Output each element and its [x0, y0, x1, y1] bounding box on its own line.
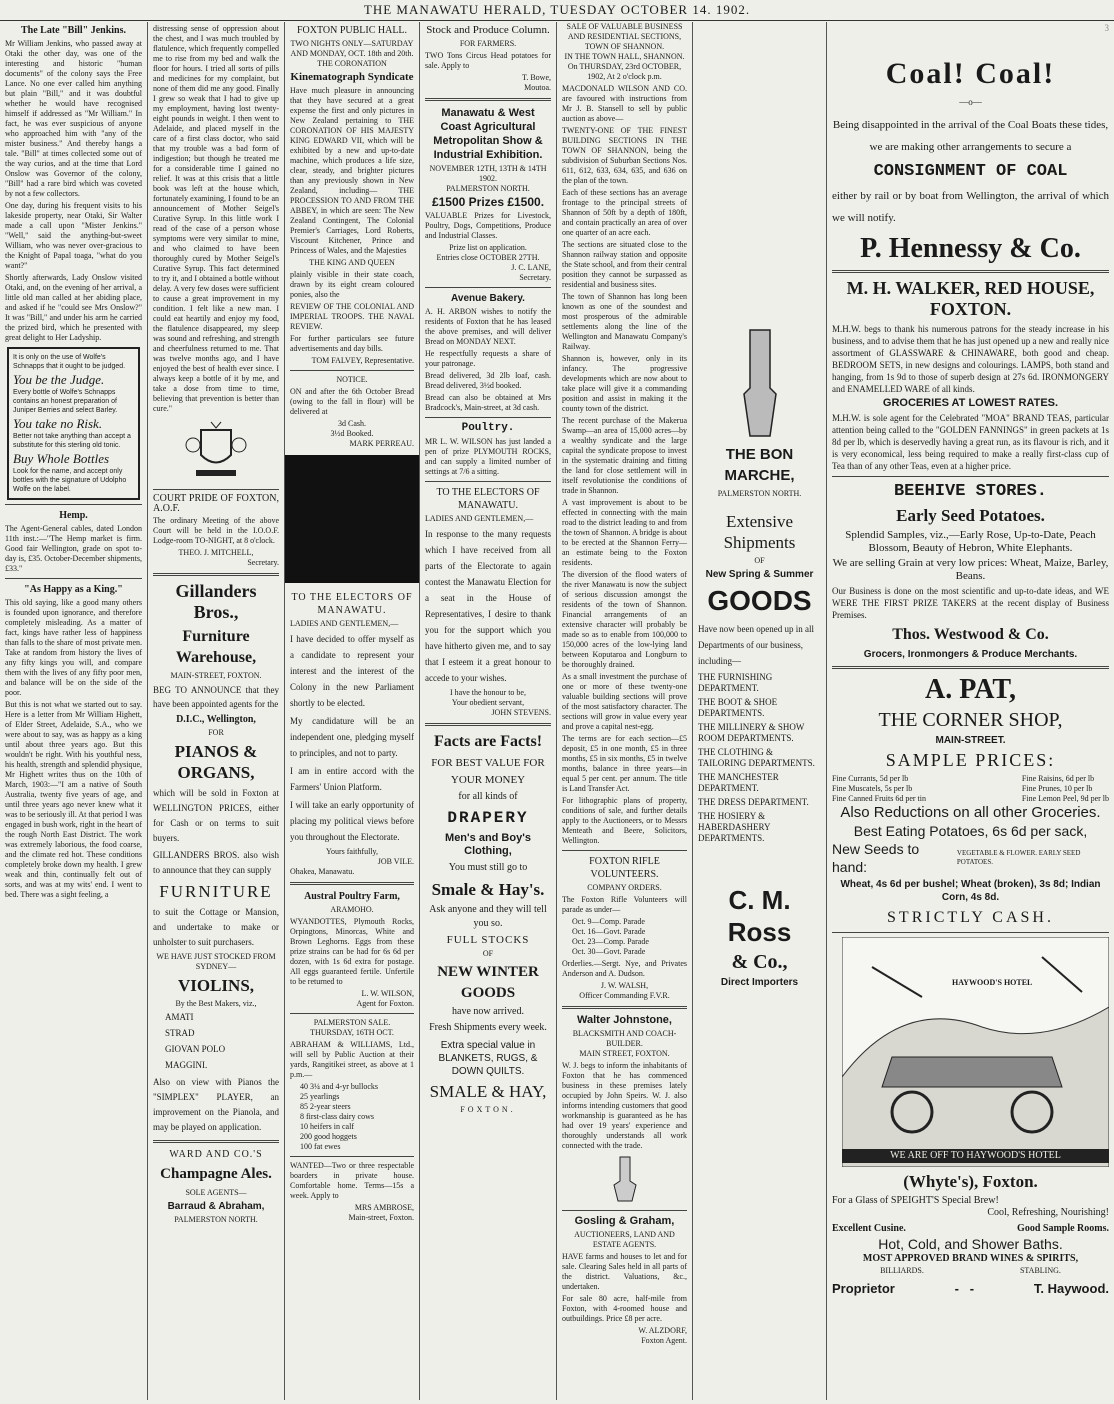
column-4	[420, 22, 556, 1400]
show-dates: NOVEMBER 12TH, 13TH & 14TH 1902.	[429, 164, 547, 183]
ad-text: Better not take anything than accept a substitute for this sterling old tonic.	[13, 433, 131, 449]
price-item: Fine Currants, 5d per lb	[832, 774, 909, 783]
article-paragraph: M.H.W. is sole agent for the Celebrated "MOA" BRAND TEAS, particular attention being called to the "GOLDEN FANNINGS" in green packets at 1s 8d per lb, which is deservedly having a great run, as its flavour is rich, and it is very economical, less being required to make a really first-class cup of Tea than of any other Teas, even at a higher price.	[832, 413, 1109, 471]
article-paragraph: plainly visible in their state coach, drawn by its eight cream coloured ponies, also the	[290, 270, 414, 299]
price-item: Fine Muscatels, 5s per lb	[832, 784, 913, 793]
poultry-farm-place: ARAMOHO.	[330, 905, 374, 914]
sale-item: 8 first-class dairy cows	[300, 1112, 374, 1121]
walter-sub: BLACKSMITH AND COACH-BUILDER.	[572, 1029, 677, 1048]
facts-winter: NEW WINTER GOODS	[437, 964, 539, 1001]
article-paragraph: REVIEW OF THE COLONIAL AND IMPERIAL TROOPS. THE NAVAL REVIEW.	[290, 302, 414, 331]
facts-town: FOXTON.	[460, 1105, 516, 1114]
article-paragraph: Have now been opened up in all Departments of our business, including—	[698, 624, 814, 666]
show-entries: Entries close OCTOBER 27TH.	[436, 253, 540, 262]
sale-item: 40 3¼ and 4-yr bullocks	[300, 1082, 378, 1091]
article-paragraph: GILLANDERS BROS. also wish to announce that they can supply	[153, 850, 279, 875]
article-paragraph: Each of these sections has an average frontage to the principal streets of Shannon of 50ft by a depth of 180ft, and contain practically an area of over one quarter of an acre each.	[562, 188, 687, 237]
poultry-farm-title: Austral Poultry Farm,	[304, 891, 400, 902]
gillanders-for: FOR	[208, 728, 224, 737]
article-paragraph: A. H. ARBON wishes to notify the residents of Foxton that he has leased the above premises, and will deliver Bread on MONDAY NEXT.	[425, 307, 551, 346]
ad-slogan: You be the Judge.	[13, 372, 105, 387]
elector-honour: I have the honour to be,	[450, 688, 526, 697]
article-paragraph: The Foxton Rifle Volunteers will parade as under—	[562, 895, 687, 914]
gillanders-pianos: PIANOS & ORGANS,	[174, 742, 258, 782]
department-item: THE FURNISHING DEPARTMENT.	[698, 672, 773, 693]
poultry-title: Poultry.	[461, 422, 515, 434]
walker-groceries: GROCERIES AT LOWEST RATES.	[882, 397, 1059, 409]
article-paragraph: either by rail or by boat from Wellington, the arrival of which we will notify.	[832, 190, 1109, 224]
whytes: (Whyte's), Foxton.	[903, 1172, 1038, 1191]
sale-item: 200 good hoggets	[300, 1132, 357, 1141]
elector-place: Ohakea, Manawatu.	[290, 867, 355, 876]
ad-slogan: You take no Risk.	[13, 416, 103, 431]
maker-item: AMATI	[165, 1012, 194, 1022]
wanted-signature: MRS AMBROSE,	[354, 1203, 414, 1212]
article-paragraph: VALUABLE Prizes for Livestock, Poultry, Dogs, Competitions, Produce and Industrial Classes.	[425, 211, 551, 240]
article-paragraph: which will be sold in Foxton at WELLINGTON PRICES, either for Cash or on terms to suit buyers.	[153, 788, 279, 843]
ross-role: Direct Importers	[720, 977, 799, 988]
article-paragraph: For sale 80 acre, half-mile from Foxton, with 4-roomed house and outbuildings. Price £8 per acre.	[562, 1294, 687, 1323]
department-item: THE MILLINERY & SHOW ROOM DEPARTMENTS.	[698, 722, 805, 743]
walker-title: M. H. WALKER, RED HOUSE, FOXTON.	[846, 278, 1095, 319]
gosling-signature: W. ALZDORF,	[638, 1326, 687, 1335]
seed-title: Early Seed Potatoes.	[896, 506, 1045, 525]
gillanders-title: Furniture Warehouse,	[175, 628, 257, 666]
show-signature: J. C. LANE,	[511, 263, 551, 272]
show-title: Manawatu & West Coast Agricultural Metropolitan Show & Industrial Exhibition.	[433, 107, 543, 161]
wheat-prices: Wheat, 4s 6d per bushel; Wheat (broken), 3s 8d; Indian Corn, 4s 8d.	[840, 879, 1101, 903]
coal-consignment: CONSIGNMENT OF COAL	[873, 162, 1068, 181]
hotel-banner: HAYWOOD'S HOTEL	[952, 978, 1033, 987]
article-paragraph: WANTED—Two or three respectable boarders in private house. Comfortable home. Terms—15s a week. Apply to	[290, 1161, 414, 1200]
notice-role: Secretary.	[247, 558, 279, 567]
article-paragraph: Bread delivered, 3d 2lb loaf, cash. Bread delivered, 3½d booked.	[425, 371, 551, 390]
article-paragraph: I will take an early opportunity of placing my political views before you throughout the Electorate.	[290, 800, 414, 842]
department-item: THE BOOT & SHOE DEPARTMENTS.	[698, 697, 778, 718]
elector-close: Yours faithfully,	[325, 847, 378, 856]
gillanders-name: Gillanders Bros.,	[175, 581, 257, 622]
produce-place: Moutoa.	[524, 83, 551, 92]
facts-drapery: DRAPERY	[447, 809, 529, 827]
article-paragraph: Shortly afterwards, Lady Onslow visited Otaki, and, on the evening of her arrival, a little old man called at her abiding place, and asked if he "could see Mrs Onslow?" It was "Bill," and under his arm he carried the prized bird, which he presented with great delight to Her Ladyship.	[5, 273, 142, 342]
elector-signature: JOHN STEVENS.	[491, 708, 551, 717]
facts-line: You must still go to	[448, 862, 528, 873]
facts-of: OF	[482, 949, 494, 958]
article-paragraph: I have decided to offer myself as a candidate to represent your interest and the interest of the Colony in the new Parliament shortly to be elected.	[290, 634, 414, 708]
facts-title: Facts are Facts!	[433, 733, 543, 750]
article-paragraph: ABRAHAM & WILLIAMS, Ltd., will sell by Public Auction at their yards, Rangitikei street, as above at 1 p.m.—	[290, 1040, 414, 1079]
facts-line: for all kinds of	[458, 791, 518, 802]
stabling: STABLING.	[1019, 1266, 1061, 1275]
facts-arrived: have now arrived.	[452, 1006, 524, 1017]
rifle-item: Oct. 9—Comp. Parade	[572, 917, 645, 926]
sale-item: 100 fat ewes	[300, 1142, 341, 1151]
ross-name: C. M. Ross	[727, 885, 792, 947]
bon-season: New Spring & Summer	[705, 569, 814, 580]
ward-agents: SOLE AGENTS—	[185, 1188, 247, 1197]
sale-title: PALMERSTON SALE.	[313, 1018, 391, 1027]
produce-signature: T. Bowe,	[522, 73, 551, 82]
notice-price: 3½d Booked.	[330, 429, 374, 438]
facts-special: Extra special value in BLANKETS, RUGS, & DOWN QUILTS.	[438, 1040, 538, 1077]
article-paragraph: The diversion of the flood waters of the river Manawatu is now the subject of serious discussion amongst the residents of the town of Shannon. Financial arrangements of an extensive character will probably be made so as to enable from 100,000 to 150,000 acres of the low-lying land between Koputaroa and Longburn to be thoroughly drained.	[562, 570, 687, 669]
hall-dates: TWO NIGHTS ONLY—SATURDAY AND MONDAY, OCT. 18th and 20th.	[290, 39, 414, 58]
corner-shop: THE CORNER SHOP,	[878, 709, 1063, 731]
gillanders-violins: VIOLINS,	[177, 976, 255, 995]
article-paragraph: The Agent-General cables, dated London 11th inst.:—"The Hemp market is firm. Good fair Wellington, grade on spot to-day is, £35. October-December shipments, £33."	[5, 524, 142, 573]
article-paragraph: BEG TO ANNOUNCE that they have been appointed agents for the	[153, 685, 279, 709]
bon-of: OF	[754, 556, 765, 565]
price-item: Fine Prunes, 10 per lb	[1021, 784, 1093, 793]
potatoes: Best Eating Potatoes, 6s 6d per sack,	[853, 823, 1088, 839]
gillanders-furniture: FURNITURE	[159, 882, 273, 901]
glass: For a Glass of SPEIGHT'S Special Brew!	[832, 1195, 999, 1206]
column-6	[693, 22, 826, 1400]
price-item: Fine Canned Fruits 6d per tin	[832, 794, 926, 803]
gosling-title: Gosling & Graham,	[574, 1215, 675, 1227]
article-paragraph: The sections are situated close to the Shannon railway station and opposite the State school, and from their central position they cannot be surpassed as residential and business sites.	[562, 240, 687, 289]
gosling-sub: AUCTIONEERS, LAND AND ESTATE AGENTS.	[574, 1230, 675, 1249]
beehive-title: BEEHIVE STORES.	[893, 482, 1048, 501]
department-item: THE CLOTHING & TAILORING DEPARTMENTS.	[698, 747, 815, 768]
facts-firm: Smale & Hay's.	[431, 880, 545, 899]
hall-the: THE CORONATION	[317, 59, 387, 68]
article-paragraph: A vast improvement is about to be effected in connecting with the main road to the district leading to and from the town of Shannon. A bridge is about to be erected at the Shannon Ferry—an estimate being to the Foxton residents.	[562, 498, 687, 567]
article-paragraph: The terms are for each section—£5 deposit, £5 in one month, £5 in three months, £5 in six months, £5 in twelve months, balance in three years—in equal 5 per cent. per annum. The title is Land Transfer Act.	[562, 734, 687, 793]
rifle-sub: COMPANY ORDERS.	[587, 883, 662, 892]
article-paragraph: One day, during his frequent visits to his lakeside property, near Otaki, Sir Walter made a call upon "Mister Jenkins." "Well," said the anything-but-sweet William, who was never over-gracious to the Knight of Papal toaga, "what do you want?"	[5, 201, 142, 270]
ad-text: It is only on the use of Wolfe's Schnapps that it ought to be judged.	[13, 354, 126, 370]
show-place: PALMERSTON NORTH.	[446, 184, 530, 193]
article-paragraph: HAVE farms and houses to let and for sale. Clearing Sales held in all parts of the district. Valuations, &c., undertaken.	[562, 1252, 687, 1291]
article-paragraph: The recent purchase of the Makerua Swamp—an area of 15,000 acres—by a wealthy syndicate and the large capital the syndicate propose to invest in the systematic draining and fitting the land for close settlement will in itself revolutionise the conditions of trade in Shannon.	[562, 416, 687, 495]
notice-price: 3d Cash.	[338, 419, 366, 428]
rifle-item: Oct. 16—Govt. Parade	[572, 927, 646, 936]
walter-title: Walter Johnstone,	[577, 1014, 672, 1026]
notice-signature: MARK PERREAU.	[349, 439, 414, 448]
sale-item: 85 2-year steers	[300, 1102, 351, 1111]
ward-name: Champagne Ales.	[160, 1166, 272, 1182]
article-heading: The Late "Bill" Jenkins.	[20, 25, 126, 36]
blacked-out-area	[285, 455, 419, 583]
sample-prices: SAMPLE PRICES:	[885, 750, 1056, 770]
maker-item: GIOVAN POLO	[165, 1044, 226, 1054]
facts-sign: SMALE & HAY,	[429, 1082, 547, 1101]
ad-text: Every bottle of Wolfe's Schnapps contains an honest preparation of Juniper Berries and select Barley.	[13, 389, 118, 414]
show-prize-list: Prize list on application.	[449, 243, 527, 252]
elector-signature: JOB VILE.	[377, 857, 414, 866]
notice-heading: NOTICE.	[336, 375, 368, 384]
billiards: BILLIARDS.	[880, 1266, 924, 1275]
poultry-signature: L. W. WILSON,	[361, 989, 414, 998]
hotel-illustration	[842, 937, 1099, 1167]
bon-town: PALMERSTON NORTH.	[717, 489, 802, 498]
bakery-title: Avenue Bakery.	[451, 293, 525, 304]
show-role: Secretary.	[519, 273, 551, 282]
department-item: THE HOSIERY & HABERDASHERY DEPARTMENTS.	[698, 811, 771, 843]
gillanders-dic: D.I.C., Wellington,	[176, 714, 256, 725]
reductions: Also Reductions on all other Groceries.	[840, 804, 1101, 821]
rifle-title: FOXTON RIFLE VOLUNTEERS.	[589, 856, 660, 880]
gillanders-makers: By the Best Makers, viz.,	[175, 999, 257, 1008]
elector-title: TO THE ELECTORS OF MANAWATU.	[291, 592, 413, 616]
maker-item: MAGGINI.	[165, 1060, 208, 1070]
walter-address: MAIN STREET, FOXTON.	[579, 1049, 670, 1058]
apat-name: A. PAT,	[925, 674, 1016, 705]
article-paragraph: This old saying, like a good many others is founded upon ignorance, and therefore completely misleading. As a matter of fact, kings have rather less of happiness than falls to the share of most private men. Take at random from history the lives of any fifty kings you will, and compare them with the lives of any fifty poor men, and balance will be on the side of the poor.	[5, 598, 142, 697]
bon-goods: GOODS	[707, 585, 812, 616]
hall-king-queen: THE KING AND QUEEN	[309, 258, 395, 267]
rifle-item: Oct. 23—Comp. Parade	[572, 937, 649, 946]
sale-item: 25 yearlings	[300, 1092, 340, 1101]
article-paragraph: For further particulars see future advertisements and day bills.	[290, 334, 414, 353]
ward-firm: Barraud & Abraham,	[167, 1201, 265, 1212]
column-5	[557, 22, 692, 1400]
column-2	[148, 22, 284, 1400]
article-paragraph: Mr William Jenkins, who passed away at Otaki the other day, was one of the interesting and historic "human documents" of the colony says the Free Lance. No one ever called him anything but plain "Bill," and it was doubtful whether he would have recognised himself if addressed as "Mr William." In fact, he was ever suspicious of anyone who approached him with "any of the mister business." And thereby hangs a tale. "Bill" at times collected some out of the way curios, and at the time that Lord Onslow was Governor of the colony, "Bill" had a rare bird which was coveted by not a few collectors.	[5, 39, 142, 198]
pointing-hand-icon	[698, 328, 821, 441]
article-paragraph: Have much pleasure in announcing that they have secured at a great expense the first and only pictures in New Zealand pertaining to THE CORONATION OF HIS MAJESTY KING EDWARD VII, which will be exhibited by a new and up-to-date machine, which produces a life size, clear, steady, and brighter pictures than any previously shown in New Zealand, including— THE PROCESSION TO AND FROM THE ABBEY, in which are seen: The New Zealand Contingent, The Colonial Premier's Carriages, Lord Roberts, Viscount Kitchener, Prince and Princess of Wales, and the Majesties	[290, 86, 414, 255]
article-paragraph: M.H.W. begs to thank his numerous patrons for the steady increase in his business, and to advise them that he has just opened up a new and really nice assortment of GLASSWARE & CHINAWARE, both good and cheap. BEDROOM SETS, in new designs and colourings. LAMPS, both stand and hanging, from 1s 9d to those of superb design at 27s 6d. IRONMONGERY and ENAMELLED WARE of all kinds.	[832, 324, 1109, 394]
article-paragraph: Splendid Samples, viz.,—Early Rose, Up-to-Date, Peach Blossom, Beauty of Hebron, White Elephants.	[845, 529, 1096, 554]
article-paragraph: The town of Shannon has long been known as one of the soundest and most prosperous of the admirable settlements along the line of the Wellington and Manawatu Company's Railway.	[562, 292, 687, 351]
facts-full: FULL STOCKS	[446, 934, 530, 946]
proprietor-label: Proprietor	[832, 1281, 895, 1296]
wolfe-schnapps-ad	[7, 347, 140, 500]
article-paragraph: Shannon is, however, only in its infancy. The progressive developments which are now about to take place will give it a commanding position and assist in making it the county town of the district.	[562, 354, 687, 413]
westwood-name: Thos. Westwood & Co.	[892, 626, 1049, 643]
brands: MOST APPROVED BRAND WINES & SPIRITS,	[862, 1253, 1079, 1264]
corner-street: MAIN-STREET.	[935, 735, 1006, 746]
article-paragraph: WYANDOTTES, Plymouth Rocks, Orpingtons, Minorcas, White and Brown Leghorns. Eggs from these prize strains can be had for 6s 6d per dozen, with 1s 6d extra for postage. All eggs guaranteed fertile. Unfertile to be returned to	[290, 917, 414, 986]
elector-close: Your obedient servant,	[451, 698, 525, 707]
facts-line: FOR BEST VALUE FOR YOUR MONEY	[431, 757, 545, 786]
rifle-role: Officer Commanding F.V.R.	[579, 991, 670, 1000]
article-paragraph: Our Business is done on the most scientific and up-to-date ideas, and WE WERE THE FIRST PRIZE TAKERS at the recent display of Business Premises.	[832, 586, 1109, 620]
department-item: THE DRESS DEPARTMENT.	[698, 797, 809, 807]
elector-salutation: LADIES AND GENTLEMEN,—	[425, 514, 534, 523]
coat-of-arms-icon	[153, 420, 279, 483]
hall-syndicate: Kinematograph Syndicate	[290, 71, 414, 83]
strictly-cash: STRICTLY CASH.	[887, 909, 1054, 926]
rifle-signature: J. W. WALSH,	[600, 981, 649, 990]
article-paragraph: W. J. begs to inform the inhabitants of Foxton that he has commenced business in these premises lately occupied by John Speirs. W. J. also informs intending customers that good workmanship is guaranteed as he has had over 19 years' experience and thoroughly understands all work connected with the trade.	[562, 1061, 687, 1150]
notice-title: COURT PRIDE OF FOXTON, A.O.F.	[153, 493, 279, 514]
produce-sub: FOR FARMERS.	[459, 39, 517, 48]
article-paragraph: In response to the many requests which I have received from all parts of the Electorate to again contest the Manawatu Election for a seat in the House of Representatives, I desire to thank you for the support which you have hitherto given me, and to say that I esteem it a great honour to accede to your wishes.	[425, 529, 551, 683]
proprietor-name: T. Haywood.	[1033, 1281, 1109, 1296]
article-paragraph: TWO Tons Circus Head potatoes for sale. Apply to	[425, 51, 551, 70]
elector-title: TO THE ELECTORS OF MANAWATU.	[436, 487, 540, 511]
article-paragraph: For lithographic plans of property, conditions of sale, and further details apply to the Auctioneers, or to Messrs Menteath and Beere, Solicitors, Wellington.	[562, 796, 687, 845]
poultry-role: Agent for Foxton.	[356, 999, 414, 1008]
article-heading: Hemp.	[59, 510, 88, 521]
article-paragraph: distressing sense of oppression about the chest, and I was much troubled by flatulence, which frequently compelled me to rise from my bed and walk the floor for hours. I tried all sorts of pills and medicines for my complaint, but none of them did me any good. Finally I grew so weak that I had to give up my employment, having lost twenty-eight pounds in weight. I then went to Adelaide, and placed myself in the care of a first class doctor, who said that my trouble was a bad form of indigestion; but though he treated me for a considerable time I gained no relief. It was at this crisis that a little book was left at the house which, fortunately examining, I found to be an announcement of Mother Seigel's Curative Syrup. In this little work I read of the case of a person whose symptoms were very similar to mine, and who claimed to have been thoroughly cured by Mother Seigel's Curative Syrup. This fact determined to try it, and I obtained a bottle without delay. A very few doses were sufficient to cause a great improvement in my condition. I felt like a new man. I could eat heartily and enjoy my food, the flatulence disappeared, my sleep was sound and refreshing, and strength and cheerfulness returned to me. That was twelve months ago, and I have enjoyed the best of health ever since. I always keep a bottle of it by me, and take a dose from time to time, believing that prevention is better than cure."	[153, 24, 279, 413]
produce-title: Stock and Produce Column.	[426, 24, 550, 36]
sale-date: On THURSDAY, 23rd OCTOBER, 1902, At 2 o'clock p.m.	[567, 62, 682, 81]
sale-date: THURSDAY, 16TH OCT.	[310, 1028, 394, 1037]
article-paragraph: We are selling Grain at very low prices: Wheat, Maize, Barley, Beans.	[832, 557, 1109, 582]
article-paragraph: Orderlies.—Sergt. Nye, and Privates Anderson and A. Dudson.	[562, 959, 687, 978]
price-item: Fine Lemon Peel, 9d per lb	[1021, 794, 1109, 803]
hall-title: FOXTON PUBLIC HALL.	[296, 25, 408, 36]
gosling-role: Foxton Agent.	[641, 1336, 687, 1345]
new-seeds: New Seeds to hand:	[832, 841, 920, 875]
column-3	[285, 22, 419, 1400]
ad-text: Look for the name, and accept only bottles with the signature of Udolpho Wolfe on the label.	[13, 468, 127, 493]
rifle-item: Oct. 30—Govt. Parade	[572, 947, 646, 956]
facts-line: Ask anyone and they will tell you so.	[429, 904, 547, 929]
sale-title: SALE OF VALUABLE BUSINESS AND RESIDENTIAL SECTIONS, TOWN OF SHANNON.	[566, 22, 683, 51]
column-1	[0, 22, 147, 1400]
hall-rep: TOM FALVEY, Representative.	[311, 356, 414, 365]
notice-body: The ordinary Meeting of the above Court will be held in the I.O.O.F. Lodge-room TO-NIGHT, at 8 o'clock.	[153, 516, 279, 545]
facts-mens: Men's and Boy's Clothing,	[445, 832, 531, 857]
page-number: 3	[1104, 23, 1109, 33]
facts-fresh: Fresh Shipments every week.	[429, 1022, 547, 1033]
bon-extensive: Extensive Shipments	[723, 512, 796, 552]
maker-item: STRAD	[165, 1028, 195, 1038]
elector-salutation: LADIES AND GENTLEMEN,—	[290, 619, 399, 628]
ross-co: & Co.,	[731, 951, 788, 973]
article-paragraph: Being disappointed in the arrival of the Coal Boats these tides, we are making other arrangements to secure a	[832, 119, 1109, 153]
article-paragraph: Bread can also be obtained at Mrs Bradcock's, Main-street, at 3d cash.	[425, 393, 551, 412]
notice-signature: THEO. J. MITCHELL,	[178, 548, 254, 557]
pointing-hand-icon	[562, 1155, 687, 1206]
article-paragraph: My candidature will be an independent one, pledging myself to principles, and not to party.	[290, 716, 414, 758]
seeds-small: VEGETABLE & FLOWER. EARLY SEED POTATOES.	[956, 849, 1081, 866]
article-heading: "As Happy as a King."	[24, 584, 123, 595]
article-paragraph: I am in entire accord with the Farmers' Union Platform.	[290, 766, 414, 792]
sale-item: 10 heifers in calf	[300, 1122, 354, 1131]
ward-title: WARD AND CO.'S	[169, 1149, 263, 1160]
article-paragraph: MACDONALD WILSON AND CO. are favoured with instructions from Mr J. B. Stansell to sell by public auction as above—	[562, 84, 687, 123]
bon-title: THE BON MARCHE,	[724, 446, 795, 484]
department-item: THE MANCHESTER DEPARTMENT.	[698, 772, 779, 793]
article-paragraph: to suit the Cottage or Mansion, and undertake to make or unholster to suit purchasers.	[153, 907, 279, 947]
coal-title: Coal! Coal!	[885, 57, 1056, 90]
article-paragraph: Also on view with Pianos the "SIMPLEX" PLAYER, an improvement on the Pianola, and may be played on application.	[153, 1077, 279, 1132]
sample-rooms: Good Sample Rooms.	[1017, 1223, 1109, 1234]
article-paragraph: But this is not what we started out to say. Here is a letter from Mr William Highett, of Elder Street, Adelaide, S.A., who we were about to say, was as happy as a king until about three years ago. But this wouldn't be right. With his youthful ness, his health, strength and splendid physique, Mr Highett writes thus on the 10th of March, 1903:—"I am a native of South Australia, twenty five years of age, and until three years ago never knew what it was to be seriously ill. At that period I was engaged in bush work, right in the heart of the rough North East District. The work was extremely laborious, the food coarse, and the climate red hot. These conditions completely broke down my health. I grew weak and thin, continually felt out of sorts, and was at my wits' end. I went to bed. There was a sight feeling, a	[5, 700, 142, 899]
price-item: Fine Raisins, 6d per lb	[1021, 774, 1095, 783]
ward-town: PALMERSTON NORTH.	[174, 1215, 258, 1224]
baths: Hot, Cold, and Shower Baths.	[878, 1236, 1063, 1252]
hennessy-name: P. Hennessy & Co.	[860, 233, 1081, 264]
wanted-address: Main-street, Foxton.	[348, 1213, 414, 1222]
gillanders-address: MAIN-STREET, FOXTON.	[170, 671, 262, 680]
show-prizes: £1500 Prizes £1500.	[431, 195, 545, 209]
article-paragraph: TWENTY-ONE OF THE FINEST BUILDING SECTIONS IN THE TOWN OF SHANNON, being the subdivision of Suburban Sections Nos. 611, 612, 633, 634, 635, and 636 on the plan of the town.	[562, 126, 687, 185]
cuisine: Excellent Cusine.	[832, 1223, 906, 1234]
hotel-banner: WE ARE OFF TO HAYWOOD'S HOTEL	[842, 1149, 1109, 1163]
sale-location: IN THE TOWN HALL, SHANNON.	[564, 52, 685, 61]
cool: Cool, Refreshing, Nourishing!	[987, 1207, 1109, 1218]
article-paragraph: As a small investment the purchase of one or more of these twenty-one valuable building sections will prove of the most satisfactory character. The sections will grow in value every year and prove a capital nest-egg.	[562, 672, 687, 731]
article-paragraph: He respectfully requests a share of your patronage.	[425, 349, 551, 368]
article-paragraph: MR L. W. WILSON has just landed a pen of prize PLYMOUTH ROCKS, and can supply a limited number of settings at 7/6 a sitting.	[425, 437, 551, 476]
masthead: THE MANAWATU HERALD, TUESDAY OCTOBER 14. 1902.	[0, 0, 1114, 21]
article-paragraph: ON and after the 6th October Bread (owing to the fall in flour) will be delivered at	[290, 387, 414, 416]
westwood-sub: Grocers, Ironmongers & Produce Merchants.	[863, 649, 1078, 660]
column-7: 3 Coal! Coal! —o— Being disappointed in the arrival of the Coal Boats these tides, we are making other arrangements to secure a CONSIGNMENT OF COAL either by rail or by boat from Wellington, the arrival of which we will notify. P. Hennessy & Co. M. H. WALKER, RED HOUSE, FOXTON. M.H.W. begs to thank his numerous patrons for the steady increase in his business, and to advise them that he has just opened up a new and really nice assortment of GLASSWARE & CHINAWARE, both good and cheap. BEDROOM SETS, in new designs and colourings. LAMPS, both stand and hanging, from 1s 9d to those of superb design at 27s 6d. IRONMONGERY and ENAMELLED WARE of all kinds. GROCERIES AT LOWEST RATES. M.H.W. is sole agent for the Celebrated "MOA" BRAND TEAS, particular attention being called to the "GOLDEN FANNINGS" in green packets at 1s 8d per lb, which is deservedly having a great run, as its flavour is rich, and it is very economical, less being required to make a really first-class cup of Tea than of any other Teas, even at a higher price. BEEHIVE STORES. Early Seed Potatoes. Splendid Samples, viz.,—Early Rose, Up-to-Date, Peach Blossom, Beauty of Hebron, White Elephants. We are selling Grain at very low prices: Wheat, Maize, Barley, Beans. Our Business is done on the most scientific and up-to-date ideas, and WE WERE THE FIRST PRIZE TAKERS at the recent display of Business Premises. Thos. Westwood & Co. Grocers, Ironmongers & Produce Merchants. A. PAT, THE CORNER SHOP, MAIN-STREET. SAMPLE PRICES: Fine Currants, 5d per lb Fine Muscatels, 5s per lb Fine Canned Fruits 6d per tin Fine Raisins, 6d per lb Fine Prunes, 10 per lb Fine Lemon Peel, 9d per lb Also Reductions on all other Groceries. Best Eating Potatoes, 6s 6d per sack, New Seeds to hand: VEGETABLE & FLOWER. EARLY SEED POTATOES. Wheat, 4s 6d per bushel; Wheat (broken), 3s 8d; Indian Corn, 4s 8d. STRICTLY CASH. HAYWOOD'S HOTEL WE ARE OFF TO HAYWOOD'S HOTEL (Whyte's), Foxton. For a Glass of SPEIGHT'S Special Brew! Cool, Refreshing, Nourishing! Excellent Cusine. Good Sample Rooms. Hot, Cold, and Shower Baths. MOST APPROVED BRAND WINES & SPIRITS, BILLIARDS. STABLING. Proprietor - - T. Haywood.	[832, 23, 1109, 1296]
ad-slogan: Buy Whole Bottles	[13, 451, 110, 466]
gillanders-stock: WE HAVE JUST STOCKED FROM SYDNEY—	[156, 952, 276, 971]
